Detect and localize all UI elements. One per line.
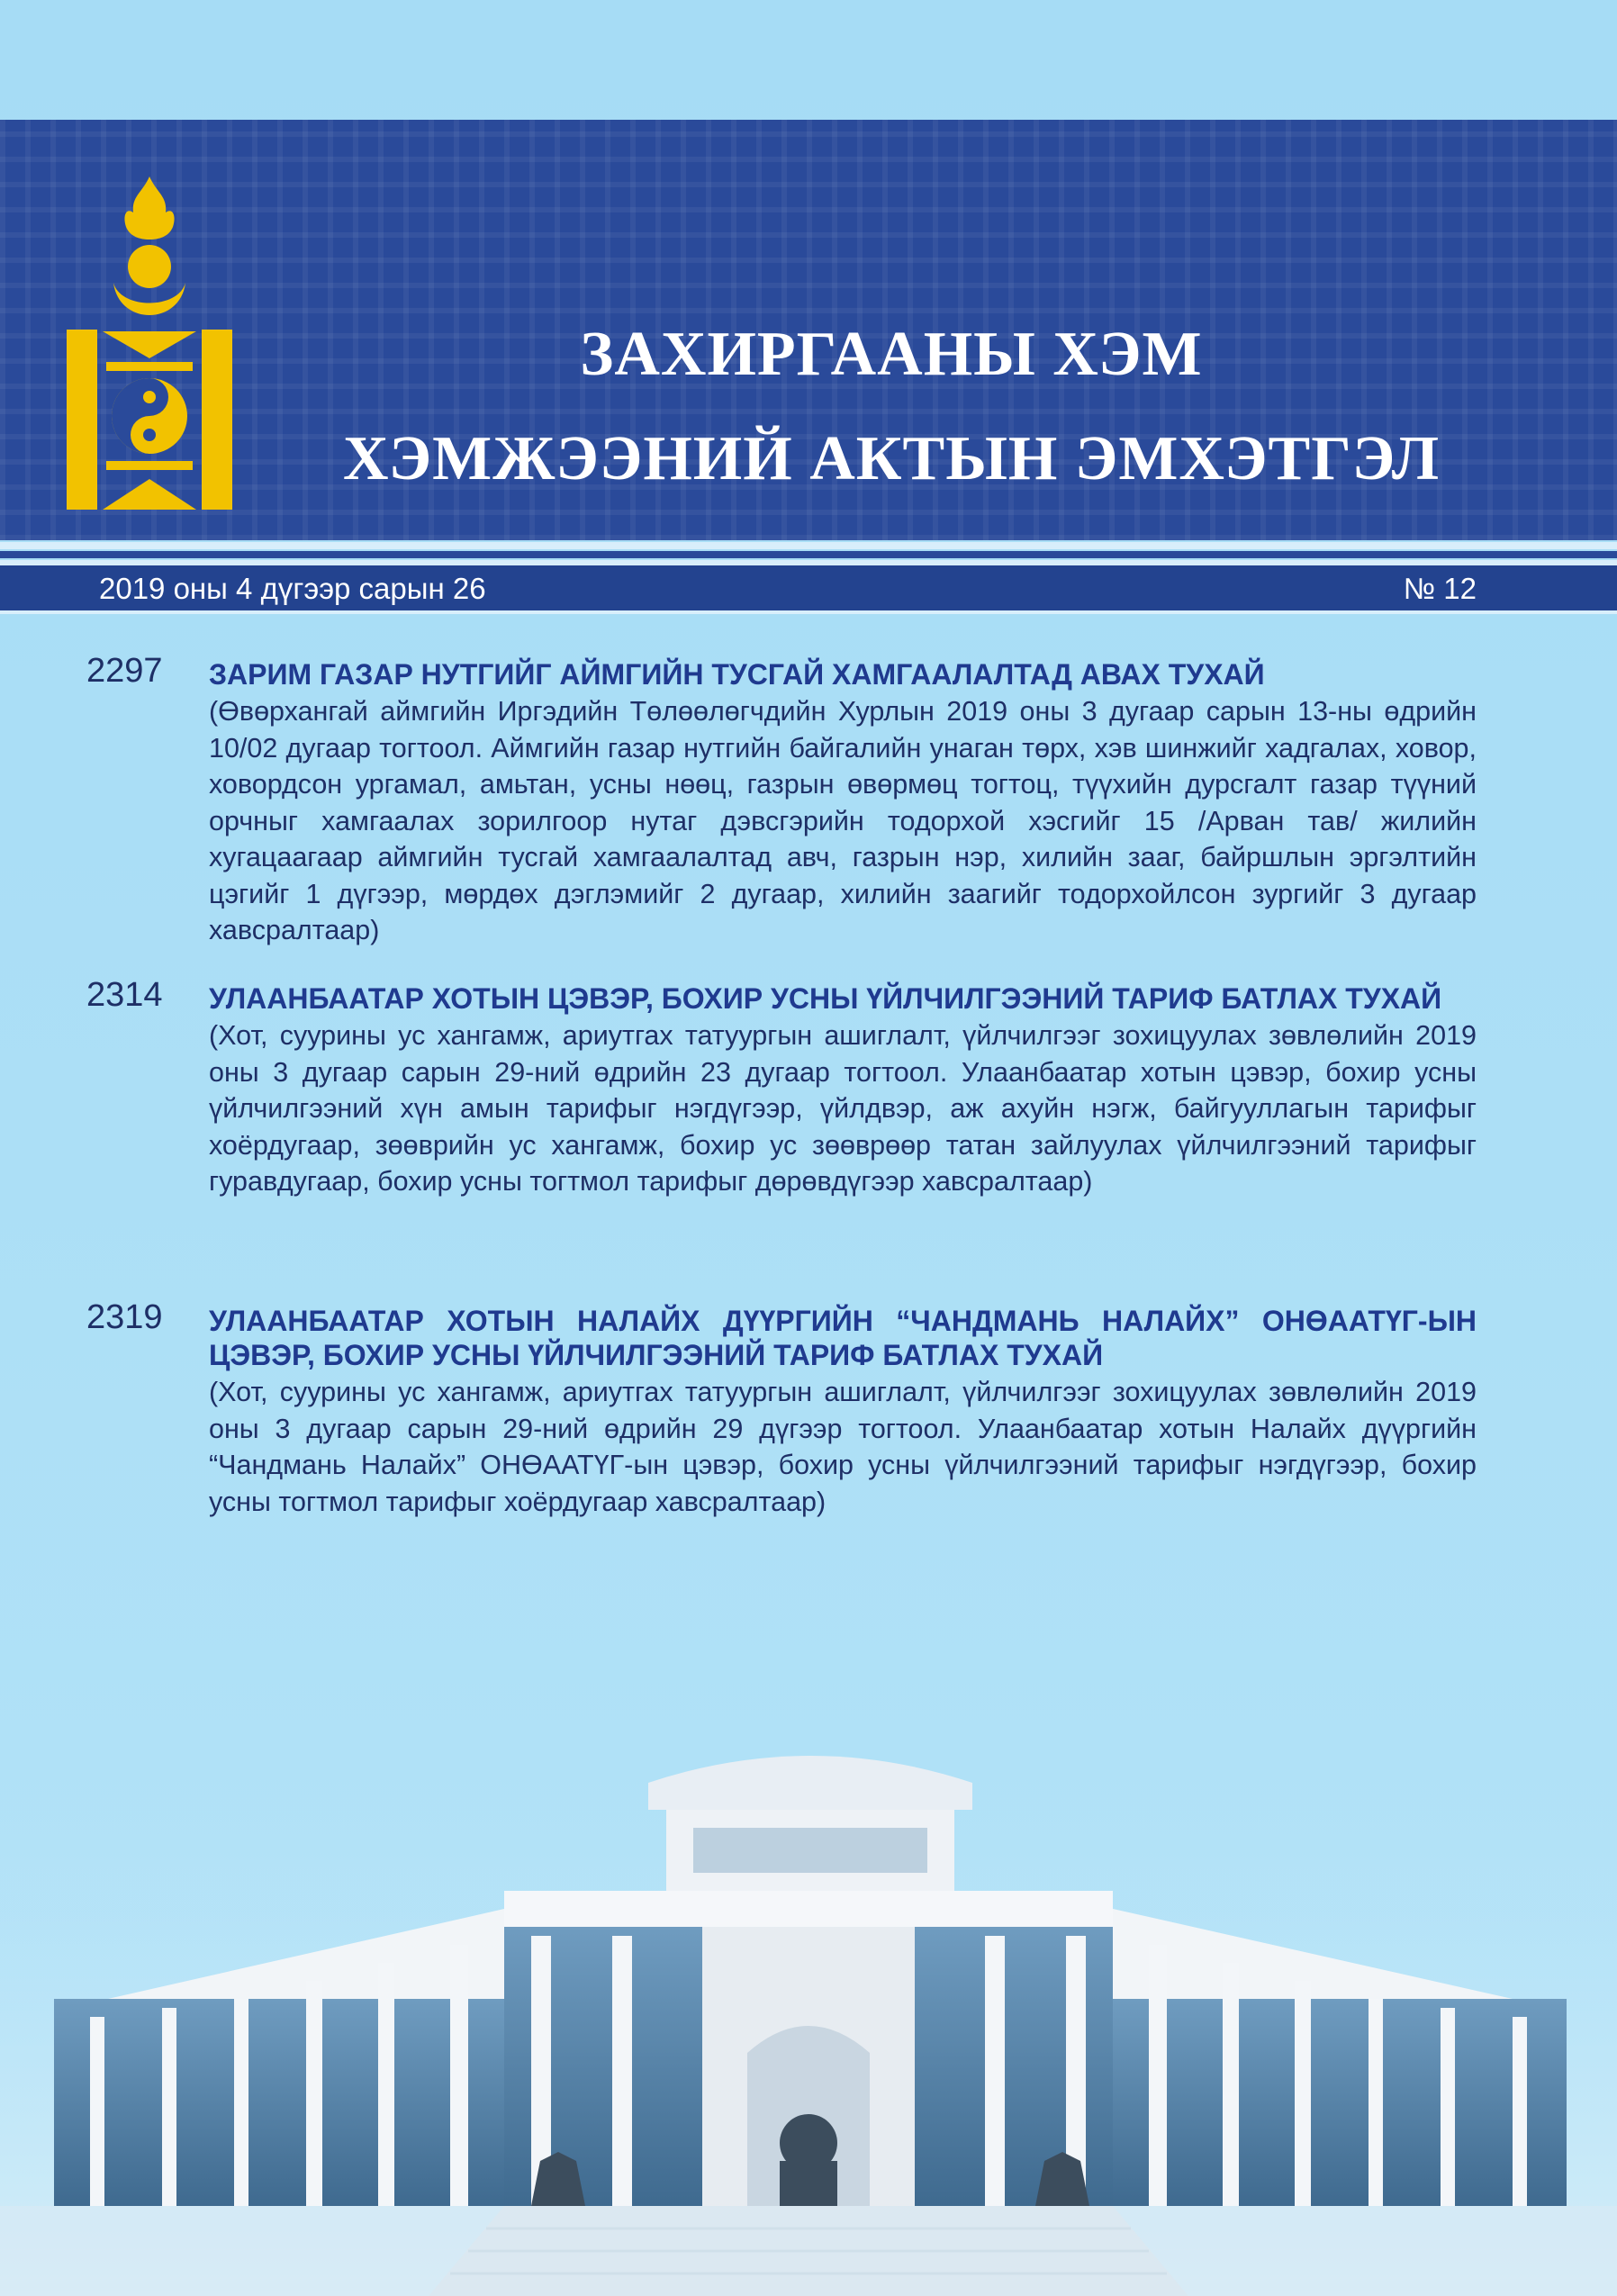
entry-title: ЗАРИМ ГАЗАР НУТГИЙГ АЙМГИЙН ТУСГАЙ ХАМГААЛАЛТАД АВАХ ТУХАЙ [209,658,1265,691]
soyombo-emblem-icon [67,176,232,510]
entry-description: (Хот, суурины ус хангамж, ариутгах татуургын ашиглалт, үйлчилгээг зохицуулах зөвлөлийн 2019 оны 3 дугаар сарын 29-ний өдрийн 23 дугаар тогтоол. Улаанбаатар хотын цэвэр, бохир усны үйлчилгээний хүн амын тарифыг нэгдүгээр, үйлдвэр, аж ахуйн нэгж, байгууллагын тарифыг хоёрдугаар, зөөврийн ус хангамж, бохир ус зөөврөөр татан зайлуулах үйлчилгээний тарифыг гуравдугаар, бохир усны тогтмол тарифыг дөрөвдүгээр хавсралтаар) [209,1020,1477,1197]
entry-number: 2314 [86,976,163,1014]
entry-description: (Өвөрхангай аймгийн Иргэдийн Төлөөлөгчдийн Хурлын 2019 оны 3 дугаар сарын 13-ны өдрийн 10/02 дугаар тогтоол. Аймгийн газар нутгийн байгалийн унаган төрх, хэв шинжийг хадгалах, ховор, ховордсон ургамал, амьтан, усны нөөц, газрын өвөрмөц тогтоц, түүхийн дурсгалт газар түүний орчныг хамгаалах зорилгоор нутаг дэвсгэрийн тодорхой хэсгийг 15 /Арван тав/ жилийн хугацаагаар аймгийн тусгай хамгаалалтад авч, газрын нэр, хилийн зааг, байршлын эргэлтийн цэгийг 1 дүгээр, мөрдөх дэглэмийг 2 дугаар, хилийн заагийг тодорхойлсон зургийг 3 дугаар хавсралтаар) [209,696,1477,945]
entry-title: УЛААНБААТАР ХОТЫН НАЛАЙХ ДҮҮРГИЙН “ЧАНДМАНЬ НАЛАЙХ” ОНӨААТҮГ-ЫН ЦЭВЭР, БОХИР УСНЫ ҮЙЛЧИЛГЭЭНИЙ ТАРИФ БАТЛАХ ТУХАЙ [209,1305,1477,1371]
entry-description: (Хот, суурины ус хангамж, ариутгах татуургын ашиглалт, үйлчилгээг зохицуулах зөвлөлийн 2019 оны 3 дугаар сарын 29-ний өдрийн 29 дүгээр тогтоол. Улаанбаатар хотын Налайх дүүргийн “Чандмань Налайх” ОНӨААТҮГ-ын цэвэр, бохир усны үйлчилгээний тарифыг нэгдүгээр, бохир усны тогтмол тарифыг хоёрдугаар хавсралтаар) [209,1377,1477,1517]
government-palace-illustration-icon [0,1675,1617,2296]
entry-number: 2319 [86,1298,163,1336]
page-title-line-1: ЗАХИРГААНЫ ХЭМ [580,320,1203,389]
issue-date: 2019 оны 4 дүгээр сарын 26 [99,572,486,605]
divider-stripe [0,542,1617,549]
entry-title: УЛААНБААТАР ХОТЫН ЦЭВЭР, БОХИР УСНЫ ҮЙЛЧИЛГЭЭНИЙ ТАРИФ БАТЛАХ ТУХАЙ [209,982,1442,1015]
page-title-line-2: ХЭМЖЭЭНИЙ АКТЫН ЭМХЭТГЭЛ [343,424,1440,493]
issue-number: № 12 [1403,572,1477,605]
divider-stripe [0,551,1617,558]
entry-number: 2297 [86,652,163,690]
